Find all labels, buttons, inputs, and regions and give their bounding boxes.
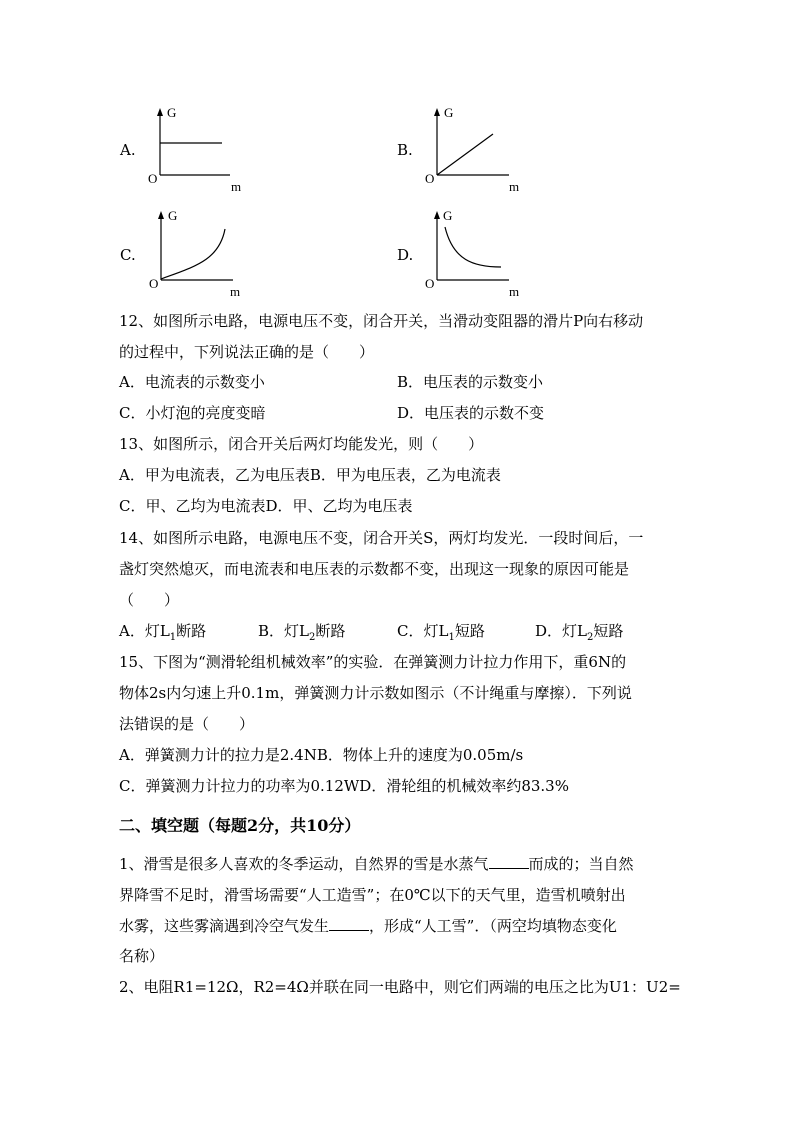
graph-a-option-label: A. xyxy=(120,141,136,159)
graph-d-x-label: m xyxy=(509,284,520,299)
q14-option-a: A．灯$L_1$断路 xyxy=(119,622,207,643)
fill2-line1: 2、电阻R1=12Ω，R2=4Ω并联在同一电路中，则它们两端的电压之比为U1：U2= xyxy=(119,978,681,996)
q14-stem-line3: （ ） xyxy=(119,591,180,609)
graph-b-option-label: B. xyxy=(397,141,413,159)
graph-d-curve xyxy=(445,227,501,267)
section-heading: 二、填空题（每题2分，共10分） xyxy=(119,816,361,835)
graph-a-y-label: G xyxy=(167,105,177,120)
graph-d xyxy=(393,205,533,300)
fill1-line3: 水雾，这些雾滴遇到冷空气发生 ，形成“人工雪”．（两空均填物态变化 xyxy=(119,917,617,935)
q14-stem-line2: 盏灯突然熄灭，而电流表和电压表的示数都不变，出现这一现象的原因可能是 xyxy=(119,560,630,578)
graph-d-y-label: G xyxy=(443,208,453,223)
graph-c xyxy=(115,205,255,300)
q14-option-c: C．灯$L_1$短路 xyxy=(397,622,485,643)
graph-b-x-label: m xyxy=(509,179,520,194)
graph-c-y-label: G xyxy=(168,208,178,223)
q14-option-b: B．灯$L_2$断路 xyxy=(258,622,346,643)
graph-b-curve xyxy=(437,134,493,175)
graph-c-option-label: C. xyxy=(120,246,136,264)
graph-b-y-label: G xyxy=(444,105,454,120)
graph-b-origin-label: O xyxy=(425,171,435,186)
fill1-blank2[interactable] xyxy=(329,916,369,931)
q12-stem-line2: 的过程中，下列说法正确的是（ ） xyxy=(119,343,375,361)
q15-stem-line3: 法错误的是（ ） xyxy=(119,715,255,733)
q13-options-ab: A．甲为电流表，乙为电压表B．甲为电压表，乙为电流表 xyxy=(119,466,501,484)
q15-stem-line2: 物体2s内匀速上升0.1m，弹簧测力计示数如图示（不计绳重与摩擦）．下列说 xyxy=(119,684,632,702)
graph-b xyxy=(393,100,533,195)
graph-d-option-label: D. xyxy=(397,246,414,264)
fill1-blank1[interactable] xyxy=(489,854,529,869)
fill1-line1: 1、滑雪是很多人喜欢的冬季运动，自然界的雪是水蒸气 而成的；当自然 xyxy=(119,855,634,873)
fill1-line2: 界降雪不足时，滑雪场需要“人工造雪”；在0℃以下的天气里，造雪机喷射出 xyxy=(119,886,626,904)
q13-options-cd: C．甲、乙均为电流表D．甲、乙均为电压表 xyxy=(119,497,413,515)
graph-c-origin-label: O xyxy=(149,276,159,291)
q15-options-ab: A．弹簧测力计的拉力是2.4NB．物体上升的速度为0.05m/s xyxy=(119,746,524,764)
q15-stem-line1: 15、下图为“测滑轮组机械效率”的实验．在弹簧测力计拉力作用下，重6N的 xyxy=(119,653,627,671)
fill1-line4: 名称） xyxy=(119,947,165,965)
q15-options-cd: C．弹簧测力计拉力的功率为0.12WD．滑轮组的机械效率约83.3% xyxy=(119,777,569,795)
graph-c-x-label: m xyxy=(230,284,241,299)
q13-stem: 13、如图所示，闭合开关后两灯均能发光，则（ ） xyxy=(119,435,484,453)
q14-option-d: D．灯$L_2$短路 xyxy=(535,622,624,643)
graph-a-x-label: m xyxy=(231,179,242,194)
q12-option-a: A．电流表的示数变小 xyxy=(119,373,265,391)
q12-stem-line1: 12、如图所示电路，电源电压不变，闭合开关，当滑动变阻器的滑片P向右移动 xyxy=(119,312,644,330)
graph-c-curve xyxy=(161,229,225,279)
graph-d-origin-label: O xyxy=(425,276,435,291)
q12-option-d: D．电压表的示数不变 xyxy=(397,404,545,422)
graph-a xyxy=(115,100,255,195)
q12-option-b: B．电压表的示数变小 xyxy=(397,373,544,391)
q14-stem-line1: 14、如图所示电路，电源电压不变，闭合开关S，两灯均发光．一段时间后，一 xyxy=(119,529,644,547)
q12-option-c: C．小灯泡的亮度变暗 xyxy=(119,404,266,422)
graph-a-origin-label: O xyxy=(148,171,158,186)
